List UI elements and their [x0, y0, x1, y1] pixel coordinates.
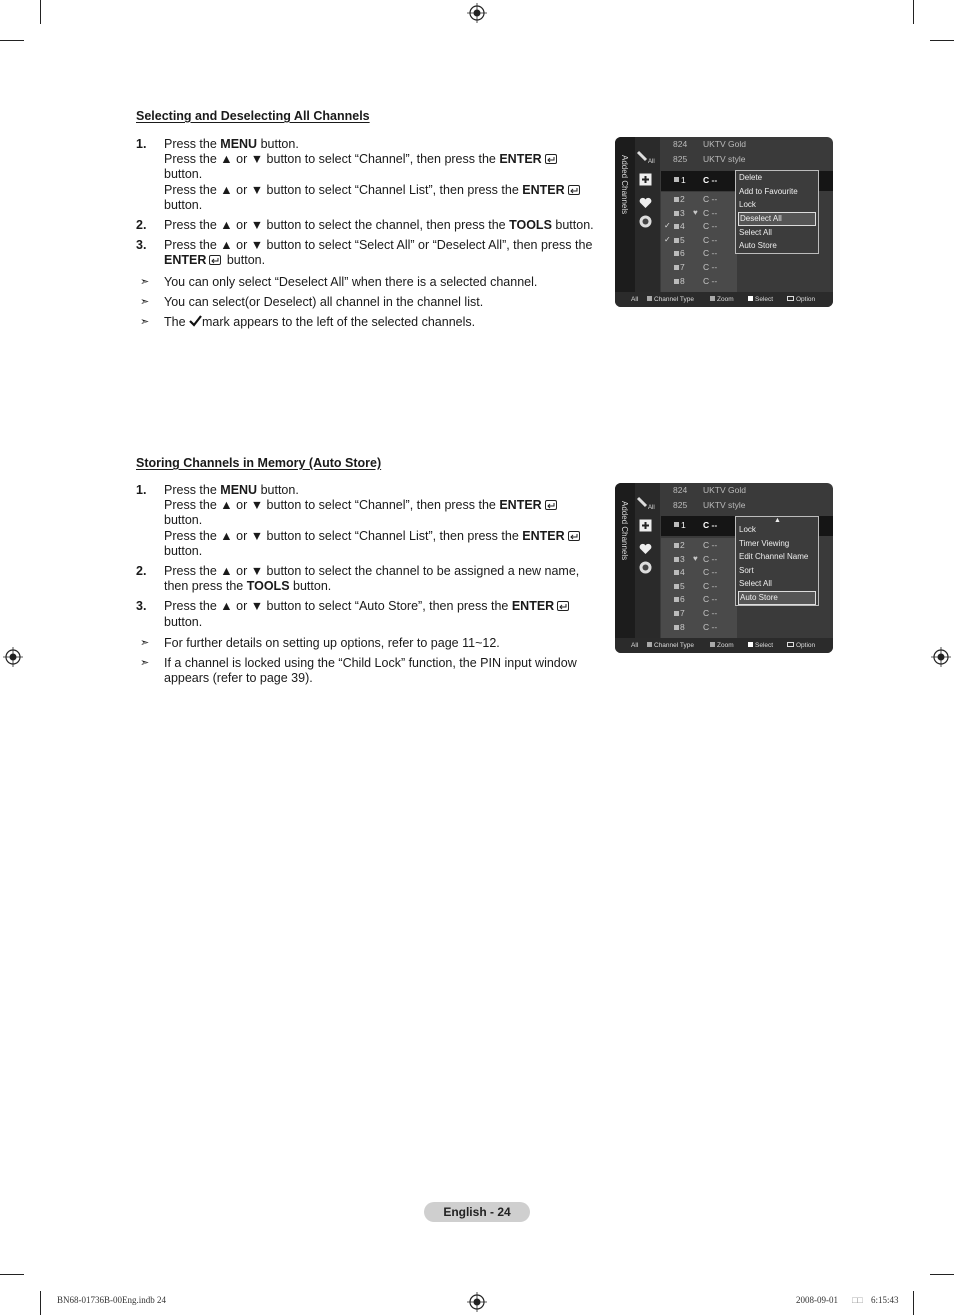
note-text: If a channel is locked using the “Child Lock” function, the PIN input window appears (refer to page 39). — [164, 656, 577, 686]
channel-mark-icon — [674, 597, 679, 602]
channel-row[interactable] — [661, 235, 737, 248]
step-number: 1. — [136, 483, 147, 497]
help-channel-type: Channel Type — [647, 296, 694, 303]
step-3 — [136, 238, 598, 268]
icon-column — [635, 137, 660, 292]
channel-number: 5 — [680, 234, 685, 245]
step-number: 2. — [136, 564, 147, 579]
key-name: ENTER — [499, 498, 542, 513]
icon-column — [635, 483, 660, 638]
channel-name: UKTV Gold — [703, 485, 746, 495]
channel-row[interactable] — [661, 567, 737, 580]
channel-name: C -- — [703, 520, 718, 530]
channel-row[interactable] — [661, 540, 737, 553]
help-select: Select — [748, 296, 773, 303]
tools-menu — [735, 516, 819, 606]
step-number: 2. — [136, 218, 147, 233]
channel-number: 3 — [680, 553, 685, 564]
key-name: ENTER — [164, 253, 207, 268]
step-2 — [136, 564, 598, 594]
enter-icon — [557, 601, 571, 612]
channel-mark-icon — [674, 570, 679, 575]
help-channel-type: Channel Type — [647, 642, 694, 649]
channel-number: 2 — [680, 194, 685, 204]
checkmark-icon — [189, 315, 202, 327]
channel-number: 6 — [680, 594, 685, 605]
channel-name: C -- — [703, 175, 718, 185]
help-all: All — [631, 642, 639, 649]
instruction-steps — [136, 137, 598, 335]
note-text: You can only select “Deselect All” when there is a selected channel. — [164, 274, 538, 289]
menu-item-select-all[interactable]: Select All — [739, 227, 772, 237]
svg-text:All: All — [648, 505, 655, 511]
channel-mark-icon — [674, 211, 679, 216]
channel-mark-icon — [674, 611, 679, 616]
channel-name: C -- — [703, 248, 718, 259]
section-title: Selecting and Deselecting All Channels — [136, 109, 370, 123]
channel-row[interactable] — [661, 248, 737, 261]
crop-mark — [0, 1274, 24, 1275]
enter-icon — [545, 500, 559, 511]
crop-mark — [930, 1274, 954, 1275]
print-date: 2008-09-01 — [796, 1295, 838, 1305]
channel-mark-icon — [674, 625, 679, 630]
step-text: button. — [164, 543, 203, 558]
menu-item-timer-viewing[interactable]: Timer Viewing — [739, 538, 790, 548]
channel-row[interactable] — [661, 622, 737, 635]
favourite-icon — [639, 197, 652, 209]
registration-mark-icon — [931, 647, 951, 667]
note-arrow-icon: ➣ — [140, 316, 150, 329]
registration-mark-icon — [467, 1292, 487, 1312]
crop-mark — [40, 1291, 41, 1315]
help-zoom: Zoom — [710, 642, 734, 649]
menu-item-auto-store[interactable]: Auto Store — [739, 241, 777, 250]
key-name: TOOLS — [509, 218, 552, 233]
enter-icon — [545, 154, 559, 165]
step-1 — [136, 483, 598, 559]
key-name: MENU — [220, 483, 258, 497]
registration-mark-icon — [3, 647, 23, 667]
note — [136, 315, 598, 330]
channel-name: C -- — [703, 540, 718, 550]
channel-name: C -- — [703, 580, 718, 591]
page-number-badge: English - 24 — [424, 1202, 530, 1222]
programmed-icon — [639, 561, 652, 574]
channel-mark-icon — [674, 522, 679, 527]
favourite-heart-icon: ♥ — [693, 207, 698, 217]
channel-name: UKTV style — [703, 500, 746, 510]
channel-name: C -- — [703, 553, 718, 564]
channel-name: C -- — [703, 275, 718, 286]
crop-mark — [930, 40, 954, 41]
favourite-icon — [639, 543, 652, 555]
enter-icon — [209, 255, 223, 266]
step-text: Press the ▲ or ▼ button to select “Select All” or “Deselect All”, then press the — [164, 238, 593, 253]
channel-mark-icon — [674, 557, 679, 562]
channel-mark-icon — [674, 238, 679, 243]
channel-number: 7 — [680, 608, 685, 618]
channel-number: 2 — [680, 540, 685, 550]
menu-item-select-all[interactable]: Select All — [739, 579, 772, 588]
menu-item-lock[interactable]: Lock — [739, 200, 756, 209]
channel-name: C -- — [703, 234, 718, 245]
channel-mark-icon — [674, 251, 679, 256]
step-text: button. — [164, 614, 203, 629]
enter-icon — [568, 531, 582, 542]
crop-mark — [0, 40, 24, 41]
channel-name: UKTV Gold — [703, 139, 746, 149]
note — [136, 656, 598, 686]
channel-mark-icon — [674, 197, 679, 202]
channel-number: 824 — [673, 139, 688, 149]
scroll-up-icon[interactable]: ▲ — [774, 517, 781, 524]
channel-row[interactable] — [661, 208, 737, 221]
note-arrow-icon: ➣ — [140, 275, 150, 288]
step-3 — [136, 599, 598, 629]
channel-number: 824 — [673, 485, 688, 495]
help-zoom: Zoom — [710, 296, 734, 303]
channel-row[interactable] — [661, 608, 737, 621]
menu-item-auto-store[interactable]: Auto Store — [738, 591, 816, 605]
step-number: 3. — [136, 238, 147, 253]
enter-icon — [568, 185, 582, 196]
step-1 — [136, 137, 598, 213]
svg-text:All: All — [648, 159, 655, 165]
crop-mark — [913, 0, 914, 24]
step-text: button. — [257, 483, 299, 497]
channel-mark-icon — [674, 279, 679, 284]
channel-name: C -- — [703, 621, 718, 632]
channel-mark-icon — [674, 543, 679, 548]
step-text: button. — [551, 218, 594, 233]
favourite-heart-icon: ♥ — [693, 553, 698, 563]
note-arrow-icon: ➣ — [140, 295, 150, 308]
channel-number: 1 — [681, 175, 686, 185]
note — [136, 275, 598, 290]
channel-row[interactable] — [661, 276, 737, 289]
step-text: Press the — [164, 483, 221, 497]
channel-number: 4 — [680, 567, 685, 578]
help-select: Select — [748, 642, 773, 649]
channel-row[interactable] — [661, 194, 737, 207]
key-name: ENTER — [499, 152, 542, 167]
note — [136, 636, 598, 651]
crop-mark — [40, 0, 41, 24]
menu-item-sort[interactable]: Sort — [739, 565, 754, 575]
channel-row[interactable] — [661, 554, 737, 567]
key-name: MENU — [220, 137, 258, 151]
channel-row[interactable] — [661, 581, 737, 594]
sidebar-title: Added Channels — [620, 501, 629, 561]
added-channels-icon — [639, 519, 652, 532]
channel-number: 825 — [673, 500, 688, 510]
section-title: Storing Channels in Memory (Auto Store) — [136, 456, 382, 470]
help-option: Option — [787, 642, 815, 649]
menu-item-lock[interactable]: Lock — [739, 525, 756, 534]
note-text: The — [164, 315, 190, 330]
step-text: button. — [257, 137, 299, 151]
step-2 — [136, 218, 598, 233]
channel-mark-icon — [674, 224, 679, 229]
selected-check-icon: ✓ — [664, 234, 671, 244]
note-arrow-icon: ➣ — [140, 636, 150, 649]
print-time: 6:15:43 — [871, 1295, 899, 1305]
step-text: Press the ▲ or ▼ button to select the channel to be assigned a new name, then press the — [164, 564, 580, 594]
note-text: mark appears to the left of the selected channels. — [202, 315, 476, 330]
tv-screen-channel-list — [615, 137, 833, 307]
step-text: button. — [289, 579, 332, 594]
print-glyphs: □□ — [852, 1295, 863, 1305]
channel-number: 4 — [680, 221, 685, 232]
tv-screen-channel-list — [615, 483, 833, 653]
added-channels-icon — [639, 173, 652, 186]
channel-row[interactable] — [661, 594, 737, 607]
channel-row[interactable] — [673, 500, 746, 513]
step-text: button. — [164, 167, 203, 182]
channel-number: 3 — [680, 207, 685, 218]
note-text: You can select(or Deselect) all channel in the channel list. — [164, 294, 484, 309]
note-arrow-icon: ➣ — [140, 657, 150, 670]
selected-check-icon: ✓ — [664, 221, 671, 231]
key-name: ENTER — [522, 182, 565, 197]
channel-row[interactable] — [673, 485, 746, 498]
channel-name: C -- — [703, 567, 718, 578]
registration-mark-icon — [467, 3, 487, 23]
channel-name: C -- — [703, 194, 718, 204]
channel-mark-icon — [674, 177, 679, 182]
step-number: 1. — [136, 137, 147, 151]
step-text: Press the ▲ or ▼ button to select “Channel List”, then press the — [164, 182, 523, 197]
step-text: Press the — [164, 137, 221, 151]
channel-number: 825 — [673, 154, 688, 164]
print-file-info: BN68-01736B-00Eng.indb 24 — [57, 1295, 166, 1305]
channel-number: 5 — [680, 580, 685, 591]
bottom-help-bar — [615, 638, 833, 653]
step-text: Press the ▲ or ▼ button to select the channel, then press the — [164, 218, 510, 233]
channel-name: C -- — [703, 262, 718, 272]
channel-number: 6 — [680, 248, 685, 259]
channel-row[interactable] — [673, 139, 746, 152]
menu-item-deselect-all[interactable]: Deselect All — [738, 212, 816, 226]
help-all: All — [631, 296, 639, 303]
channel-mark-icon — [674, 584, 679, 589]
instruction-steps — [136, 483, 598, 691]
tools-menu — [735, 170, 819, 254]
channel-number: 8 — [680, 621, 685, 632]
note-text: For further details on setting up options, refer to page 11~12. — [164, 635, 500, 650]
bottom-help-bar — [615, 292, 833, 307]
channel-name: C -- — [703, 594, 718, 605]
step-text: button. — [223, 253, 266, 268]
channel-number: 8 — [680, 275, 685, 286]
step-text: Press the ▲ or ▼ button to select “Channel List”, then press the — [164, 528, 523, 543]
key-name: TOOLS — [246, 579, 290, 594]
channel-name: C -- — [703, 207, 718, 218]
step-text: button. — [164, 197, 203, 212]
programmed-icon — [639, 215, 652, 228]
crop-mark — [913, 1291, 914, 1315]
channel-number: 7 — [680, 262, 685, 272]
step-text: Press the ▲ or ▼ button to select “Channel”, then press the — [164, 152, 500, 167]
menu-item-edit-channel-name[interactable]: Edit Channel Name — [739, 552, 809, 561]
channel-number: 1 — [681, 520, 686, 530]
menu-item-add-to-favourite[interactable]: Add to Favourite — [739, 186, 798, 196]
step-number: 3. — [136, 599, 147, 614]
channel-row[interactable] — [673, 154, 746, 167]
all-channels-icon — [636, 495, 658, 511]
sidebar-title: Added Channels — [620, 155, 629, 215]
step-text: Press the ▲ or ▼ button to select “Channel”, then press the — [164, 498, 500, 513]
channel-name: UKTV style — [703, 154, 746, 164]
step-text: button. — [164, 513, 203, 528]
channel-row[interactable] — [661, 262, 737, 275]
channel-name: C -- — [703, 221, 718, 232]
menu-item-delete[interactable]: Delete — [739, 173, 763, 182]
key-name: ENTER — [522, 528, 565, 543]
note — [136, 295, 598, 310]
channel-name: C -- — [703, 608, 718, 618]
channel-row[interactable] — [661, 221, 737, 234]
help-option: Option — [787, 296, 815, 303]
key-name: ENTER — [511, 599, 555, 614]
all-channels-icon — [636, 149, 658, 165]
channel-mark-icon — [674, 265, 679, 270]
step-text: Press the ▲ or ▼ button to select “Auto Store”, then press the — [164, 599, 512, 614]
